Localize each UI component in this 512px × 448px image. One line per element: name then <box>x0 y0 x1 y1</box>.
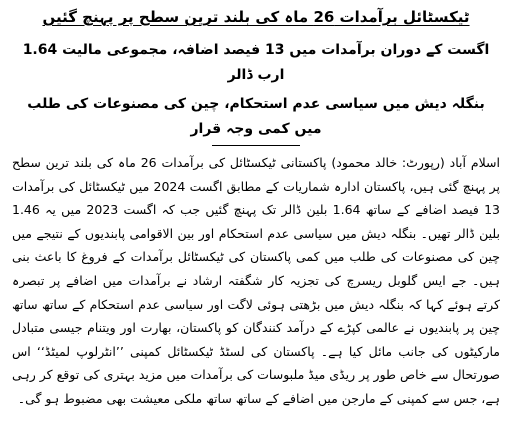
headline: ٹیکسٹائل برآمدات 26 ماہ کی بلند ترین سطح پر پہنچ گئیں <box>42 8 470 26</box>
article-body: اسلام آباد (رپورٹ: خالد محمود) پاکستانی ٹیکسٹائل کی برآمدات 26 ماہ کی بلند ترین سطح پر پہنچ گئی ہیں، پاکستان ادارہ شماریات کے مطابق اگست 2024 میں ٹیکسٹائل کی برآمدات 13 فیصد اضافے کے ساتھ 1.64 بلین ڈالر تک پہنچ گئیں جب کہ اگست 2023 میں یہ 1.46 بلین ڈالر تھیں۔ بنگلہ دیش میں سیاسی عدم استحکام اور بین الاقوامی پابندیوں کے نتیجے میں چین کی مصنوعات کی طلب میں کمی پاکستان کی ٹیکسٹائل برآمدات کے فروغ کا باعث بنی ہیں۔ جے ایس گلوبل ریسرچ کی تجزیہ کار شگفتہ ارشاد نے برآمدات میں اضافے پر تبصرہ کرتے ہوئے کہا کہ بنگلہ دیش میں بڑھتی ہوئی لاگت اور سیاسی عدم استحکام کے ساتھ ساتھ چین پر پابندیوں نے عالمی کپڑے کے درآمد کنندگان کو پاکستان، بھارت اور ویتنام جیسی متبادل مارکیٹوں کی جانب مائل کیا ہے۔ پاکستان کی لسٹڈ ٹیکسٹائل کمپنی ’’انٹرلوپ لمیٹڈ‘‘ اس صورتحال سے خاص طور پر ریڈی میڈ ملبوسات کی برآمدات میں مزید بہتری کی توقع کر رہی ہے، جس سے کمپنی کے مارجن میں اضافے کے ساتھ ساتھ ملکی معیشت بھی مضبوط ہو گی۔ <box>12 155 500 406</box>
subheadline-exports-growth: اگست کے دوران برآمدات میں 13 فیصد اضافہ، مجموعی مالیت 1.64 ارب ڈالر <box>22 42 490 83</box>
subheadline-reasons: بنگلہ دیش میں سیاسی عدم استحکام، چین کی مصنوعات کی طلب میں کمی وجہ قرار <box>27 96 485 137</box>
divider <box>212 145 300 146</box>
